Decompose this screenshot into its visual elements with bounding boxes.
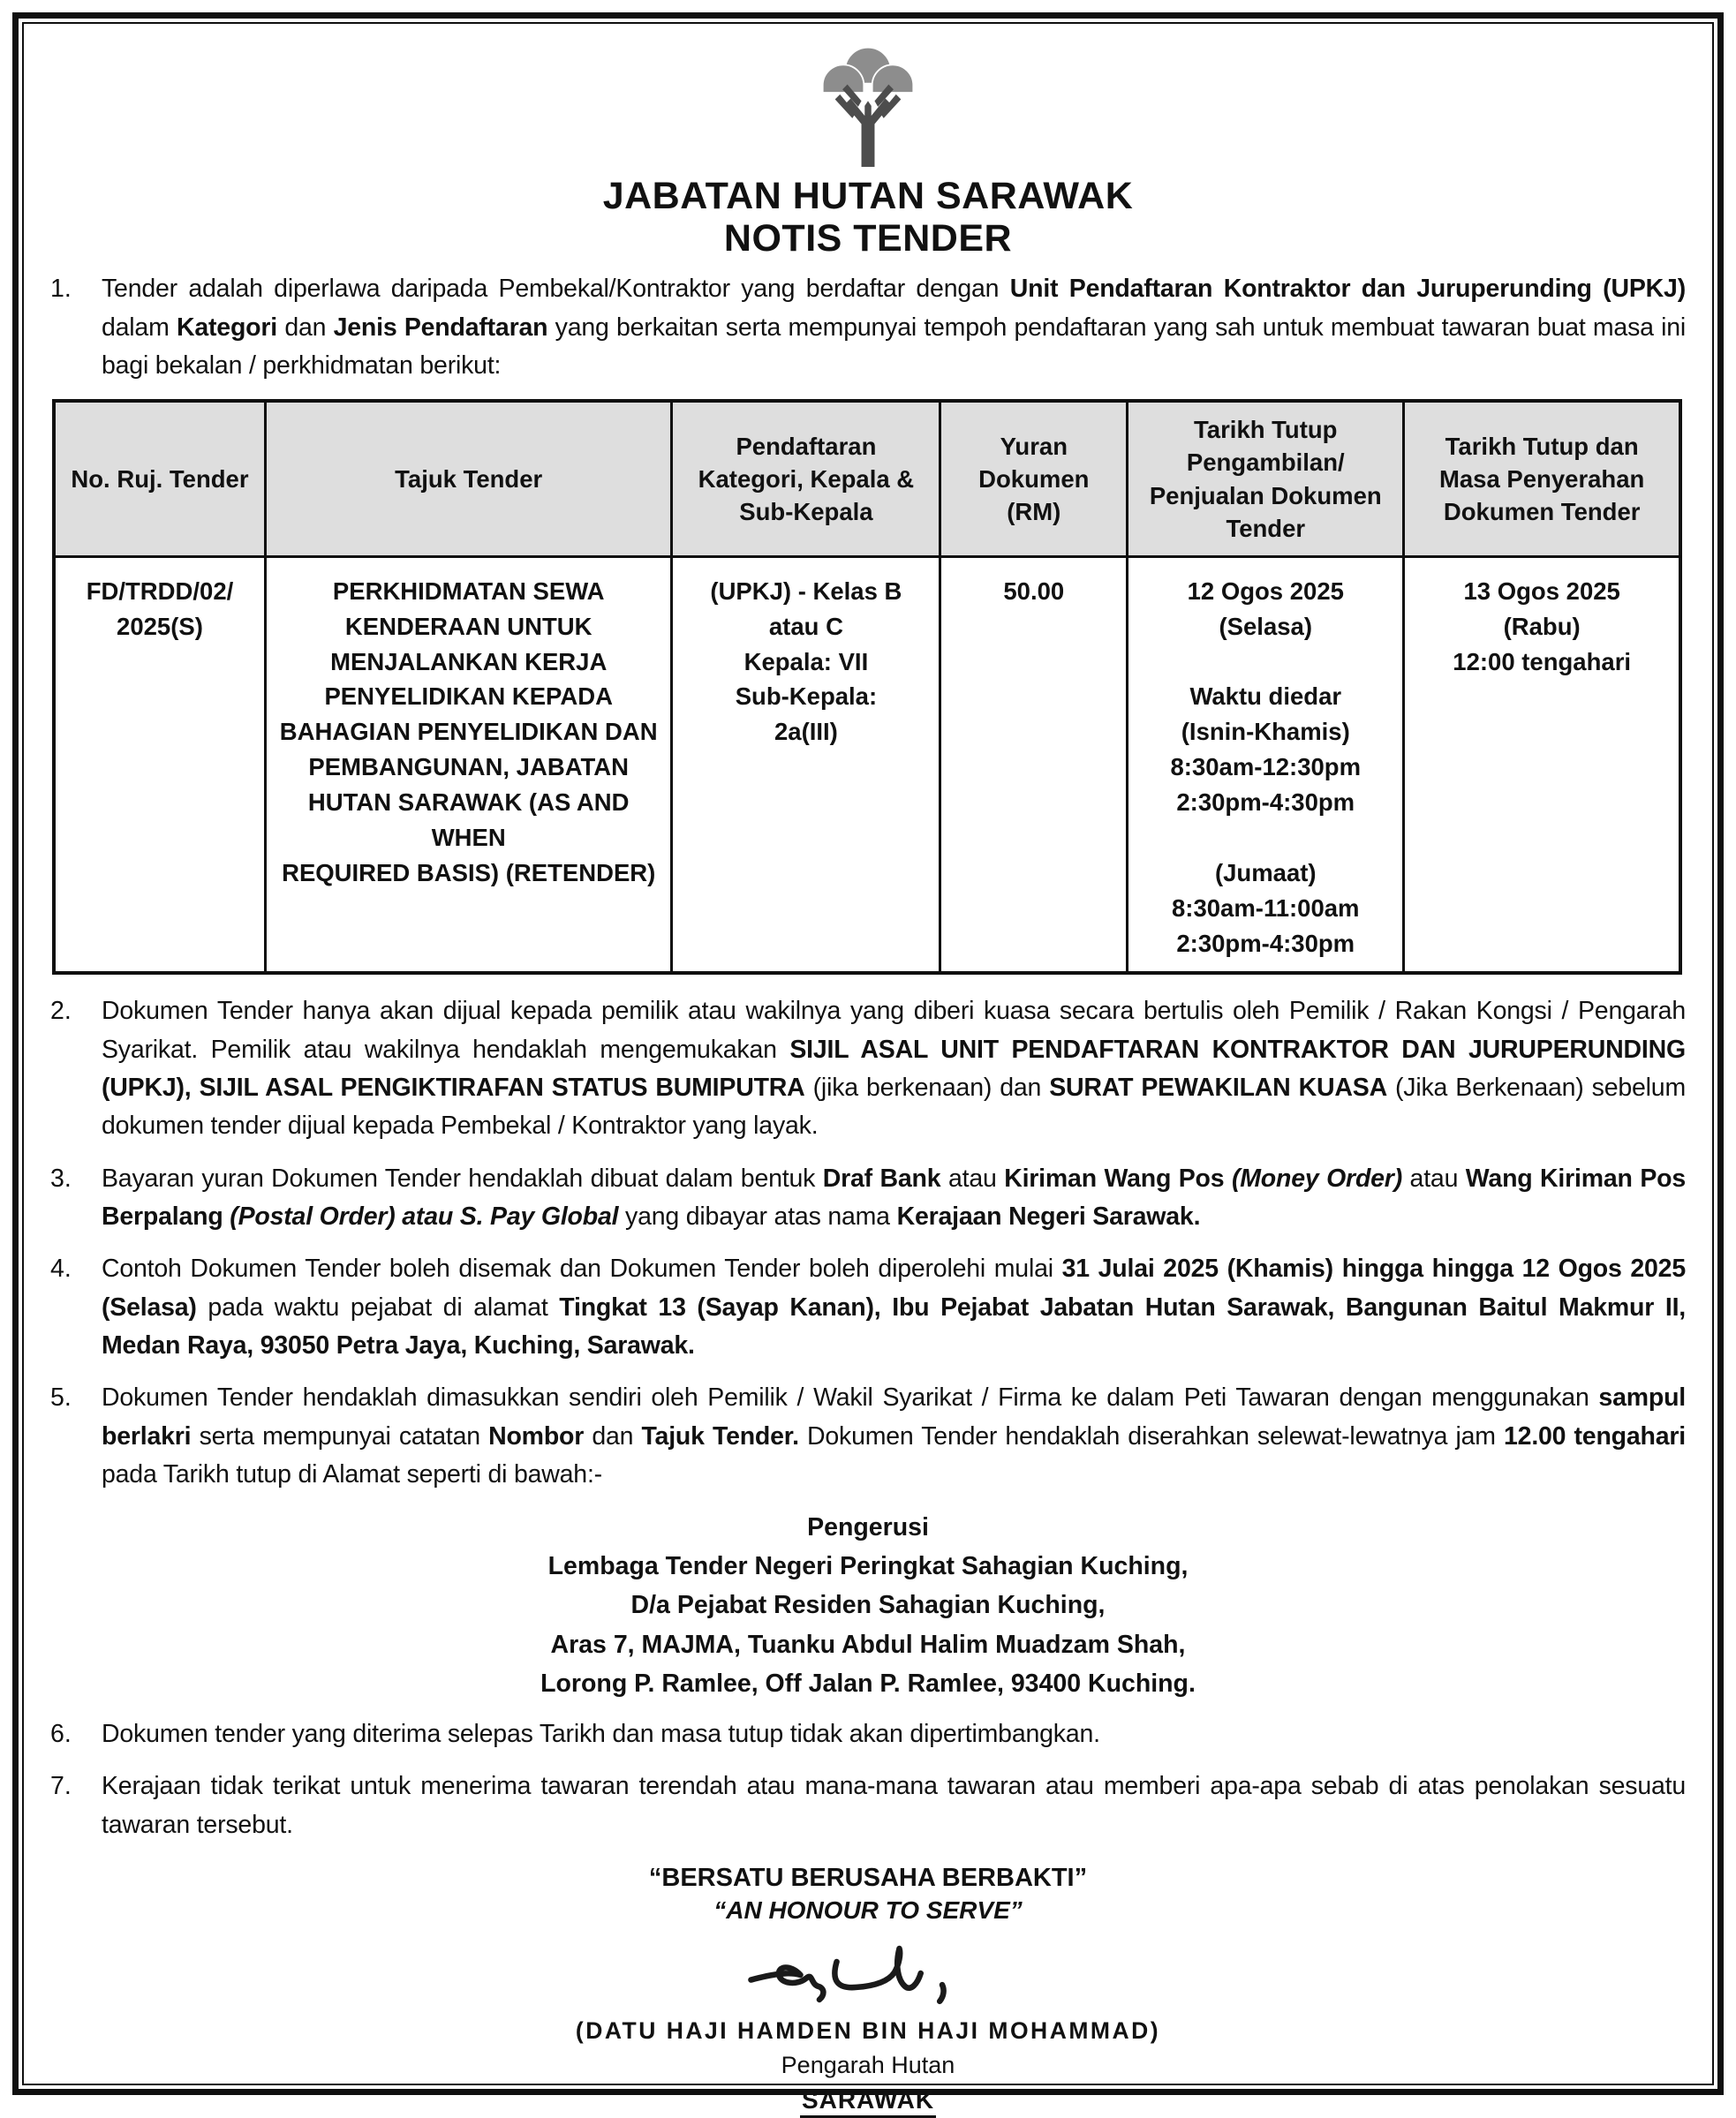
signatory-region: SARAWAK (800, 2086, 936, 2118)
header-pendaftaran-kategori: Pendaftaran Kategori, Kepala & Sub-Kepala (672, 401, 940, 556)
clause-text: Dokumen Tender hanya akan dijual kepada pemilik atau wakilnya yang diberi kuasa secara bertulis oleh Pemilik / Rakan Kongsi / Pengarah Syarikat. Pemilik atau wakilnya hendaklah mengemukakan SIJIL ASAL UNIT PENDAFTARAN KONTRAKTOR DAN JURUPERUNDING (UPKJ), SIJIL ASAL PENGIKTIRAFAN STATUS BUMIPUTRA (jika berkenaan) dan SURAT PEWAKILAN KUASA (Jika Berkenaan) sebelum dokumen tender dijual kepada Pembekal / Kontraktor yang layak. (102, 997, 1686, 1141)
tender-table-header-row (54, 401, 1680, 556)
clause-text: Bayaran yuran Dokumen Tender hendaklah dibuat dalam bentuk Draf Bank atau Kiriman Wang Pos (Money Order) atau Wang Kiriman Pos Berpalang (Postal Order) atau S. Pay Global yang dibayar atas nama Kerajaan Negeri Sarawak. (102, 1164, 1686, 1231)
cell-sale-closing-date: 12 Ogos 2025 (Selasa) Waktu diedar (Isnin-Khamis) 8:30am-12:30pm 2:30pm-4:30pm (Jumaat) 8:30am-11:00am 2:30pm-4:30pm (1128, 556, 1404, 973)
org-name: JABATAN HUTAN SARAWAK (602, 175, 1134, 217)
forest-department-tree-logo-icon (816, 43, 920, 167)
clause-text: Tender adalah diperlawa daripada Pembekal/Kontraktor yang berdaftar dengan Unit Pendaftaran Kontraktor dan Juruperunding (UPKJ) dalam Kategori dan Jenis Pendaftaran yang berkaitan serta mempunyai tempoh pendaftaran yang sah untuk membuat tawaran buat masa ini bagi bekalan / perkhidmatan berikut: (102, 275, 1687, 380)
cell-submission-closing-date: 13 Ogos 2025 (Rabu) 12:00 tengahari (1404, 556, 1680, 973)
header-tajuk-tender: Tajuk Tender (265, 401, 672, 556)
cell-tender-ref: FD/TRDD/02/ 2025(S) (54, 556, 265, 973)
header-yuran-dokumen: Yuran Dokumen (RM) (940, 401, 1128, 556)
clause-number: 1. (50, 275, 72, 304)
motto-line-2: “AN HONOUR TO SERVE” (713, 1896, 1023, 1924)
clause-number: 3. (50, 1164, 72, 1193)
tender-table-row (54, 556, 1680, 973)
clause-7 (50, 1768, 1686, 1844)
signature-icon (736, 1937, 1000, 2011)
clause-number: 2. (50, 997, 72, 1026)
clause-1 (50, 270, 1686, 385)
cell-document-fee: 50.00 (940, 556, 1128, 973)
cell-tender-title: PERKHIDMATAN SEWA KENDERAAN UNTUK MENJALANKAN KERJA PENYELIDIKAN KEPADA BAHAGIAN PENYELIDIKAN DAN PEMBANGUNAN, JABATAN HUTAN SARAWAK (AS AND WHEN REQUIRED BASIS) (RETENDER) (265, 556, 672, 973)
clause-5 (50, 1379, 1686, 1494)
header-tarikh-tutup-penjualan: Tarikh Tutup Pengambilan/ Penjualan Dokumen Tender (1128, 401, 1404, 556)
tender-table (52, 399, 1682, 975)
doc-title: NOTIS TENDER (723, 217, 1013, 260)
clause-text: Contoh Dokumen Tender boleh disemak dan Dokumen Tender boleh diperolehi mulai 31 Julai 2025 (Khamis) hingga hingga 12 Ogos 2025 (Selasa) pada waktu pejabat di alamat Tingkat 13 (Sayap Kanan), Ibu Pejabat Jabatan Hutan Sarawak, Bangunan Baitul Makmur II, Medan Raya, 93050 Petra Jaya, Kuching, Sarawak. (102, 1255, 1687, 1360)
clause-4 (50, 1250, 1686, 1365)
clause-number: 4. (50, 1255, 72, 1284)
submission-address-block: Pengerusi Lembaga Tender Negeri Peringkat Sahagian Kuching, D/a Pejabat Residen Sahagian Kuching, Aras 7, MAJMA, Tuanku Abdul Halim Muadzam Shah, Lorong P. Ramlee, Off Jalan P. Ramlee, 93400 Kuching. (540, 1513, 1196, 1698)
clause-number: 6. (50, 1719, 72, 1748)
signatory-name: (DATU HAJI HAMDEN BIN HAJI MOHAMMAD) (575, 2016, 1161, 2044)
header-no-ruj-tender: No. Ruj. Tender (54, 401, 265, 556)
motto-line-1: “BERSATU BERUSAHA BERBAKTI” (648, 1863, 1088, 1892)
document-outer-border (12, 12, 1724, 2114)
signature-block (50, 1937, 1686, 2118)
clause-text: Dokumen Tender hendaklah dimasukkan sendiri oleh Pemilik / Wakil Syarikat / Firma ke dalam Peti Tawaran dengan menggunakan sampul berlakri serta mempunyai catatan Nombor dan Tajuk Tender. Dokumen Tender hendaklah diserahkan selewat-lewatnya jam 12.00 tengahari pada Tarikh tutup di Alamat seperti di bawah:- (102, 1383, 1686, 1489)
clause-6 (50, 1715, 1686, 1753)
header-tarikh-tutup-penyerahan: Tarikh Tutup dan Masa Penyerahan Dokumen Tender (1404, 401, 1680, 556)
clause-text: Kerajaan tidak terikat untuk menerima tawaran terendah atau mana-mana tawaran atau memberi apa-apa sebab di atas penolakan sesuatu tawaran tersebut. (102, 1772, 1686, 1839)
tender-notice-document (22, 22, 1714, 2114)
cell-registration-category: (UPKJ) - Kelas B atau C Kepala: VII Sub-Kepala: 2a(III) (672, 556, 940, 973)
clause-number: 5. (50, 1383, 72, 1413)
motto-block (50, 1864, 1686, 1925)
clause-number: 7. (50, 1772, 72, 1801)
clause-3 (50, 1160, 1686, 1237)
clause-text: Dokumen tender yang diterima selepas Tarikh dan masa tutup tidak akan dipertimbangkan. (102, 1719, 1100, 1748)
document-header (50, 43, 1686, 260)
signatory-position: Pengarah Hutan (781, 2051, 955, 2078)
clause-2 (50, 992, 1686, 1145)
